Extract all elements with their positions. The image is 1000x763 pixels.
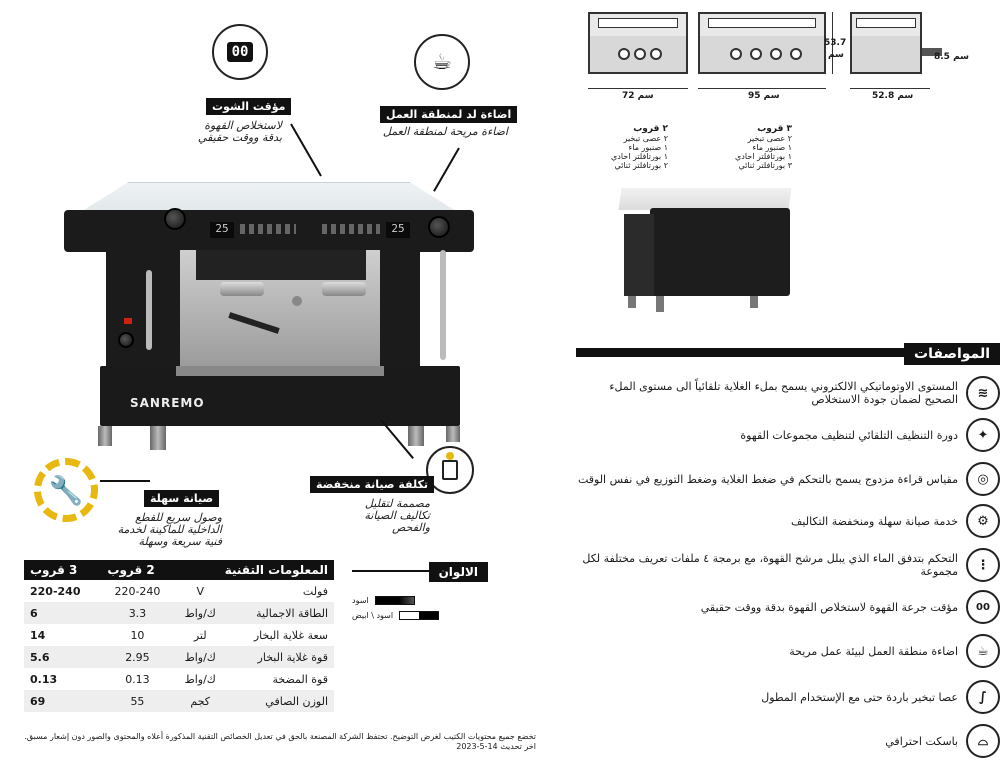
steam-knob-left bbox=[164, 208, 186, 230]
spec-item bbox=[576, 590, 1000, 624]
spec-text: باسكت احترافي bbox=[885, 734, 958, 748]
tech-col-2: 2 قروب bbox=[107, 563, 155, 577]
table-row bbox=[24, 646, 334, 668]
water-level-icon: ≋ bbox=[966, 376, 1000, 410]
work-light-icon: ☕ bbox=[966, 634, 1000, 668]
colors-title: الالوان bbox=[429, 562, 488, 582]
height-label: 53.7 bbox=[824, 38, 847, 48]
drawing-3-group bbox=[698, 12, 826, 74]
brand-logo: SANREMO bbox=[130, 396, 205, 410]
display-left: 25 bbox=[210, 222, 234, 238]
groups-2-spec bbox=[588, 124, 668, 170]
spec-item bbox=[576, 376, 1000, 410]
pressure-gauge-icon: ◎ bbox=[966, 462, 1000, 496]
tech-v3: 14 bbox=[30, 628, 46, 642]
tech-label: قوة غلاية البخار bbox=[227, 646, 334, 668]
tech-unit: ك/واط bbox=[173, 646, 227, 668]
spec-item bbox=[576, 724, 1000, 758]
tech-v3: 220-240 bbox=[30, 584, 81, 598]
width-2-group-label: 72 سم bbox=[622, 91, 654, 101]
basket-icon: ⌓ bbox=[966, 724, 1000, 758]
display-right: 25 bbox=[386, 222, 410, 238]
button-row-left bbox=[240, 224, 296, 234]
groups-2-title: ٢ قروب bbox=[633, 124, 668, 134]
shot-timer-title: مؤقت الشوت bbox=[206, 98, 291, 115]
color-label: اسود bbox=[352, 596, 369, 605]
drawing-2-group bbox=[588, 12, 688, 74]
groups-3-line: ١ بورتافلتر احادي bbox=[735, 152, 792, 161]
width-3-group-label: 95 سم bbox=[748, 91, 780, 101]
spec-item bbox=[576, 504, 1000, 538]
tech-col-3: 3 قروب bbox=[30, 563, 78, 577]
low-cost-text: مصممة لتقليل تكاليف الصيانة والفحص bbox=[364, 497, 430, 534]
tech-label: الطاقة الاجمالية bbox=[227, 602, 334, 624]
shot-timer-text: لاستخلاص القهوة بدقة ووقت حقيقي bbox=[197, 119, 282, 144]
tech-unit: ك/واط bbox=[184, 672, 216, 686]
tech-v2: 2.95 bbox=[102, 646, 174, 668]
spec-text: التحكم بتدفق الماء الذي يبلل مرشح القهوة، مع برمجة ٤ ملفات تعريف مختلفة لكل مجموعة bbox=[582, 552, 958, 578]
color-swatch-black bbox=[375, 596, 415, 605]
tech-unit: V bbox=[196, 584, 204, 598]
low-cost-title: تكلفة صيانة منخفضة bbox=[310, 476, 434, 493]
spec-item bbox=[576, 548, 1000, 582]
groups-3-title: ٣ قروب bbox=[757, 124, 792, 134]
machine-front-photo bbox=[0, 150, 560, 470]
spec-text: مؤقت جرعة القهوة لاستخلاص القهوة بدقة ووقت حقيقي bbox=[700, 600, 958, 614]
tech-header bbox=[24, 560, 334, 580]
tech-v3: 0.13 bbox=[30, 672, 58, 686]
colors-section bbox=[352, 562, 488, 620]
tech-table bbox=[24, 560, 334, 712]
spec-item bbox=[576, 418, 1000, 452]
spec-text: مقياس قراءة مزدوج يسمح بالتحكم في ضغط الغلاية وضغط التوزيع في نفس الوقت bbox=[577, 472, 958, 486]
dimension-drawings bbox=[580, 8, 1000, 108]
table-row bbox=[24, 602, 334, 624]
tech-unit: كجم bbox=[173, 690, 227, 712]
spec-text: دورة التنظيف التلقائي لتنظيف مجموعات القهوة bbox=[740, 428, 958, 442]
depth-label: 52.8 سم bbox=[872, 91, 914, 101]
groups-2-line: ٢ عصى تبخير bbox=[623, 134, 668, 143]
groups-2-line: ٢ بورتافلتر ثنائي bbox=[614, 161, 668, 170]
work-light-icon: ☕ bbox=[414, 34, 470, 90]
spec-text: المستوى الاوتوماتيكي الالكتروني يسمح بملء الغلاية تلقائياً الى مستوى الملء الصحيح لضمان جودة الاستخلاص bbox=[609, 380, 958, 406]
tech-label: الوزن الصافي bbox=[227, 690, 334, 712]
tech-v3: 5.6 bbox=[24, 646, 102, 668]
tech-title: المعلومات التقنية bbox=[224, 563, 328, 577]
height-unit-label: سم bbox=[828, 50, 844, 60]
groups-3-line: ٣ بورتافلتر ثنائي bbox=[738, 161, 792, 170]
maintenance-text: وصول سريع للقطع الداخلية للماكينة لخدمة فنية سريعة وسهلة bbox=[117, 511, 222, 548]
groups-2-line: ١ صنبور ماء bbox=[628, 143, 668, 152]
shot-timer-icon: 00 bbox=[966, 590, 1000, 624]
tech-unit: ك/واط bbox=[173, 602, 227, 624]
spec-item bbox=[576, 462, 1000, 496]
table-row bbox=[24, 580, 334, 602]
portafilter-right bbox=[322, 282, 366, 296]
work-light-text: اضاءة مريحة لمنطقة العمل bbox=[382, 125, 508, 138]
groups-3-line: ١ صنبور ماء bbox=[752, 143, 792, 152]
tech-v2: 55 bbox=[102, 690, 174, 712]
shot-timer-icon bbox=[212, 24, 268, 80]
table-row bbox=[24, 690, 334, 712]
spec-text: اضاءة منطقة العمل لبيئة عمل مريحة bbox=[789, 644, 958, 658]
cup-height-label: 8.5 سم bbox=[934, 52, 969, 62]
tech-label: فولت bbox=[302, 584, 328, 598]
groups-3-line: ٢ عصى تبخير bbox=[747, 134, 792, 143]
color-swatch-black-white bbox=[399, 611, 439, 620]
tech-label: قوة المضخة bbox=[272, 672, 328, 686]
tech-v2: 10 bbox=[130, 628, 145, 642]
spec-item bbox=[576, 634, 1000, 668]
tech-v2: 0.13 bbox=[125, 672, 150, 686]
portafilter-left bbox=[220, 282, 264, 296]
maintenance-gear-icon: ⚙ bbox=[966, 504, 1000, 538]
steam-wand-icon: ∫ bbox=[966, 680, 1000, 714]
maintenance-title: صيانة سهلة bbox=[144, 490, 219, 507]
shot-timer-display: 00 bbox=[227, 42, 254, 62]
steam-knob-right bbox=[428, 216, 450, 238]
water-flow-icon: ⋮ bbox=[966, 548, 1000, 582]
tech-v3: 69 bbox=[24, 690, 102, 712]
spec-text: عصا تبخير باردة حتى مع الإستخدام المطول bbox=[761, 690, 958, 704]
groups-3-spec bbox=[712, 124, 792, 170]
tech-unit: لتر bbox=[193, 628, 207, 642]
spec-text: خدمة صيانة سهلة ومنخفضة التكاليف bbox=[791, 514, 958, 528]
groups-2-line: ١ بورتافلتر احادي bbox=[611, 152, 668, 161]
footnote: تخضع جميع محتويات الكتيب لغرض التوضيح. تحتفظ الشركة المصنعة بالحق في تعديل الخصائص التقنية المذكورة أعلاه والمحتوى والصور دون إشعار مسبق. اخر تحديث 14-5-2023 bbox=[24, 732, 536, 751]
button-row-right bbox=[322, 224, 380, 234]
steam-wand-left bbox=[146, 270, 152, 350]
tech-v2: 3.3 bbox=[102, 602, 174, 624]
tech-label: سعة غلاية البخار bbox=[253, 628, 328, 642]
tech-v3: 6 bbox=[24, 602, 102, 624]
spec-item bbox=[576, 680, 1000, 714]
table-row bbox=[24, 668, 334, 690]
tech-v2: 220-240 bbox=[114, 584, 161, 598]
work-light-title: اضاءة لد لمنطقة العمل bbox=[380, 106, 517, 123]
drawing-side-view bbox=[850, 12, 922, 74]
maintenance-gear-icon: 🔧 bbox=[34, 458, 98, 522]
tech-rows bbox=[24, 580, 334, 712]
cleaning-cycle-icon: ✦ bbox=[966, 418, 1000, 452]
steam-wand-right bbox=[440, 250, 446, 360]
machine-side-photo bbox=[610, 180, 800, 320]
specs-title: المواصفات bbox=[904, 343, 1000, 365]
table-row bbox=[24, 624, 334, 646]
color-label: اسود \ ابيض bbox=[352, 611, 394, 620]
